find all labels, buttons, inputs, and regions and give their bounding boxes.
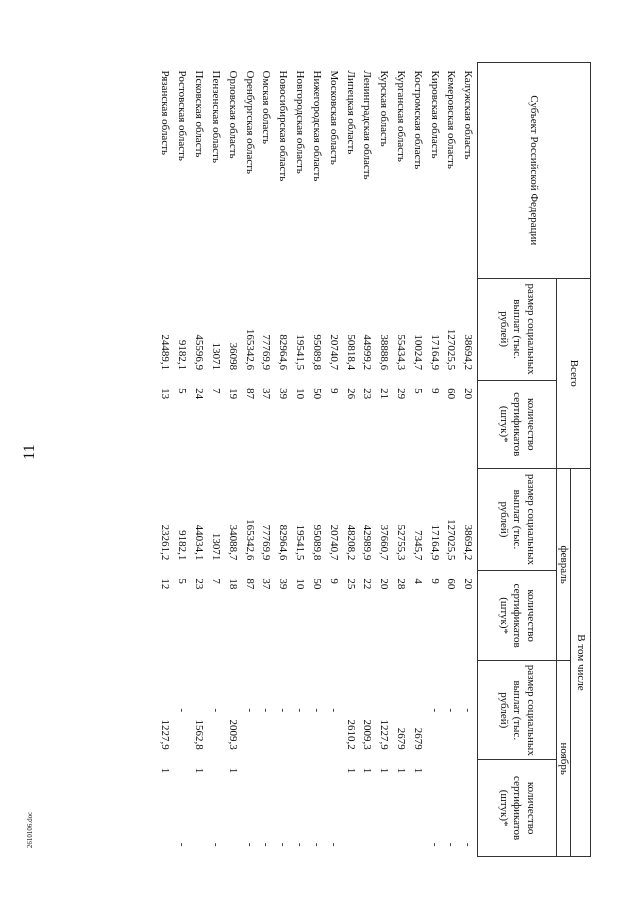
table-row bbox=[208, 63, 225, 857]
header-nov-certificates: количество сертификатов (штук)* bbox=[477, 760, 556, 857]
feb-payments-cell: 52755,3 bbox=[394, 524, 407, 561]
feb-payments-cell: 77769,9 bbox=[260, 524, 273, 561]
total-certificates-cell: 87 bbox=[243, 388, 256, 400]
header-including: В том числе bbox=[571, 468, 591, 856]
total-certificates-cell: 5 bbox=[411, 388, 424, 394]
total-certificates-cell: 19 bbox=[226, 388, 239, 400]
table-row bbox=[275, 63, 292, 857]
feb-certificates-cell: 12 bbox=[159, 578, 172, 590]
feb-certificates-cell: 50 bbox=[310, 578, 323, 590]
feb-payments-cell: 19541,5 bbox=[294, 524, 307, 561]
feb-certificates-cell: 23 bbox=[193, 578, 206, 590]
nov-payments-cell: 2009,3 bbox=[226, 719, 239, 750]
total-certificates-cell: 9 bbox=[428, 388, 441, 394]
region-cell: Новосибирская область bbox=[277, 70, 290, 182]
nov-certificates-cell: 1 bbox=[378, 767, 391, 774]
nov-certificates-cell: 1 bbox=[361, 767, 374, 774]
feb-payments-cell: 9182,1 bbox=[176, 530, 189, 561]
region-cell: Костромская область bbox=[411, 70, 424, 170]
nov-payments-cell: - bbox=[310, 708, 323, 713]
nov-certificates-cell: 1 bbox=[193, 767, 206, 774]
table-row bbox=[393, 63, 410, 857]
nov-certificates-cell: 1 bbox=[411, 767, 424, 774]
feb-certificates-cell: 28 bbox=[394, 578, 407, 590]
feb-payments-cell: 82964,6 bbox=[277, 524, 290, 561]
feb-payments-cell: 165342,6 bbox=[243, 519, 256, 561]
nov-certificates-cell: - bbox=[243, 842, 256, 847]
nov-payments-cell: - bbox=[327, 708, 340, 713]
feb-certificates-cell: 20 bbox=[378, 578, 391, 590]
feb-payments-cell: 23261,2 bbox=[159, 524, 172, 561]
region-cell: Курганская область bbox=[394, 70, 407, 162]
region-cell: Липецкая область bbox=[344, 70, 357, 155]
total-payments-cell: 50818,4 bbox=[344, 334, 357, 371]
region-cell: Псковская область bbox=[193, 70, 206, 158]
total-payments-cell: 13071 bbox=[210, 342, 223, 371]
total-certificates-cell: 20 bbox=[462, 388, 475, 400]
region-cell: Московская область bbox=[327, 70, 340, 165]
region-cell: Рязанская область bbox=[159, 70, 172, 156]
header-total-payments: размер социальных выплат (тыс. рублей) bbox=[477, 278, 556, 380]
table-row bbox=[157, 63, 174, 857]
header-total-certificates: количество сертификатов (штук)* bbox=[477, 380, 556, 468]
header-february: февраль bbox=[556, 468, 570, 660]
feb-payments-cell: 34088,7 bbox=[226, 524, 239, 561]
nov-certificates-cell: - bbox=[294, 842, 307, 847]
total-certificates-cell: 13 bbox=[159, 388, 172, 400]
feb-certificates-cell: 5 bbox=[176, 578, 189, 584]
nov-payments-cell: - bbox=[243, 708, 256, 713]
total-payments-cell: 165342,6 bbox=[243, 328, 256, 371]
feb-certificates-cell: 18 bbox=[226, 578, 239, 590]
nov-payments-cell: 1562,8 bbox=[193, 719, 206, 750]
nov-payments-cell: - bbox=[260, 708, 273, 713]
feb-certificates-cell: 25 bbox=[344, 578, 357, 590]
nov-payments-cell: 1227,9 bbox=[378, 719, 391, 750]
feb-certificates-cell: 87 bbox=[243, 578, 256, 590]
nov-certificates-cell: - bbox=[462, 842, 475, 847]
feb-payments-cell: 95089,8 bbox=[310, 524, 323, 561]
region-cell: Калужская область bbox=[462, 70, 475, 160]
nov-certificates-cell: - bbox=[327, 842, 340, 847]
total-payments-cell: 38694,2 bbox=[462, 334, 475, 371]
table-row bbox=[359, 63, 376, 857]
nov-certificates-cell: 1 bbox=[394, 767, 407, 774]
nov-certificates-cell: 1 bbox=[344, 767, 357, 774]
total-payments-cell: 127025,5 bbox=[445, 328, 458, 371]
total-certificates-cell: 39 bbox=[277, 388, 290, 400]
region-cell: Пензенская область bbox=[210, 70, 223, 163]
table-row bbox=[241, 63, 258, 857]
table-body bbox=[157, 63, 477, 857]
page-number: 11 bbox=[21, 444, 38, 460]
region-cell: Нижегородская область bbox=[310, 70, 323, 182]
feb-certificates-cell: 9 bbox=[428, 578, 441, 584]
nov-payments-cell: 2679 bbox=[394, 727, 407, 750]
feb-payments-cell: 42989,9 bbox=[361, 524, 374, 561]
total-certificates-cell: 26 bbox=[344, 388, 357, 400]
nov-certificates-cell: - bbox=[210, 842, 223, 847]
nov-payments-cell: - bbox=[445, 708, 458, 713]
feb-certificates-cell: 22 bbox=[361, 578, 374, 590]
nov-certificates-cell: - bbox=[277, 842, 290, 847]
total-certificates-cell: 9 bbox=[327, 388, 340, 394]
total-payments-cell: 9182,1 bbox=[176, 339, 189, 371]
feb-payments-cell: 48208,2 bbox=[344, 524, 357, 561]
total-payments-cell: 17164,9 bbox=[428, 334, 441, 371]
feb-payments-cell: 7345,7 bbox=[411, 530, 424, 561]
nov-payments-cell: 1227,9 bbox=[159, 719, 172, 750]
total-certificates-cell: 50 bbox=[310, 388, 323, 400]
nov-payments-cell: - bbox=[462, 708, 475, 713]
region-cell: Новгородская область bbox=[294, 70, 307, 174]
feb-payments-cell: 38694,2 bbox=[462, 524, 475, 561]
region-cell: Кемеровская область bbox=[445, 70, 458, 169]
feb-payments-cell: 127025,5 bbox=[445, 519, 458, 561]
total-certificates-cell: 21 bbox=[378, 388, 391, 400]
table-row bbox=[426, 63, 443, 857]
table-row bbox=[258, 63, 275, 857]
table-row bbox=[443, 63, 460, 857]
nov-certificates-cell: - bbox=[445, 842, 458, 847]
total-payments-cell: 44999,2 bbox=[361, 334, 374, 371]
table-row bbox=[460, 63, 478, 857]
table-row bbox=[191, 63, 208, 857]
region-cell: Орловская область bbox=[226, 70, 239, 159]
feb-payments-cell: 17164,9 bbox=[428, 524, 441, 561]
feb-certificates-cell: 60 bbox=[445, 578, 458, 590]
total-payments-cell: 20740,7 bbox=[327, 334, 340, 371]
total-payments-cell: 24489,1 bbox=[159, 334, 172, 371]
table-row bbox=[409, 63, 426, 857]
total-payments-cell: 36098 bbox=[226, 342, 239, 371]
nov-certificates-cell: 1 bbox=[226, 767, 239, 774]
region-cell: Ростовская область bbox=[176, 70, 189, 161]
table-row bbox=[342, 63, 359, 857]
total-certificates-cell: 24 bbox=[193, 388, 206, 400]
nov-payments-cell: - bbox=[210, 708, 223, 713]
feb-certificates-cell: 10 bbox=[294, 578, 307, 590]
table-row bbox=[224, 63, 241, 857]
region-cell: Оренбургская область bbox=[243, 70, 256, 175]
nov-payments-cell: - bbox=[277, 708, 290, 713]
region-cell: Курская область bbox=[378, 70, 391, 147]
feb-payments-cell: 37660,7 bbox=[378, 524, 391, 561]
header-feb-certificates: количество сертификатов (штук)* bbox=[477, 570, 556, 660]
table-row bbox=[292, 63, 309, 857]
total-payments-cell: 77769,9 bbox=[260, 334, 273, 371]
total-payments-cell: 82964,6 bbox=[277, 334, 290, 371]
nov-payments-cell: 2009,3 bbox=[361, 719, 374, 750]
document-footer: 2610106.doc bbox=[26, 811, 34, 849]
table-row bbox=[325, 63, 342, 857]
region-cell: Кировская область bbox=[428, 70, 441, 159]
region-cell: Омская область bbox=[260, 70, 273, 145]
nov-payments-cell: - bbox=[294, 708, 307, 713]
total-certificates-cell: 29 bbox=[394, 388, 407, 400]
total-certificates-cell: 5 bbox=[176, 388, 189, 394]
nov-payments-cell: 2610,2 bbox=[344, 719, 357, 750]
total-payments-cell: 95089,8 bbox=[310, 334, 323, 371]
table-row bbox=[376, 63, 393, 857]
feb-certificates-cell: 7 bbox=[210, 578, 223, 584]
header-feb-payments: размер социальных выплат (тыс. рублей) bbox=[477, 468, 556, 570]
total-payments-cell: 10024,7 bbox=[411, 334, 424, 371]
region-cell: Ленинградская область bbox=[361, 70, 374, 180]
header-total: Всего bbox=[556, 278, 590, 468]
header-subject: Субъект Российской Федерации bbox=[477, 63, 590, 279]
nov-payments-cell: - bbox=[428, 708, 441, 713]
total-payments-cell: 45596,9 bbox=[193, 334, 206, 371]
feb-payments-cell: 13071 bbox=[210, 532, 223, 561]
feb-certificates-cell: 39 bbox=[277, 578, 290, 590]
total-certificates-cell: 23 bbox=[361, 388, 374, 400]
total-payments-cell: 55434,3 bbox=[394, 334, 407, 371]
nov-certificates-cell: 1 bbox=[159, 767, 172, 774]
feb-payments-cell: 20740,7 bbox=[327, 524, 340, 561]
header-november: ноябрь bbox=[556, 661, 570, 857]
nov-certificates-cell: - bbox=[428, 842, 441, 847]
rotated-page bbox=[157, 62, 591, 857]
nov-certificates-cell: - bbox=[310, 842, 323, 847]
nov-certificates-cell: - bbox=[260, 842, 273, 847]
feb-payments-cell: 44034,1 bbox=[193, 524, 206, 561]
total-certificates-cell: 7 bbox=[210, 388, 223, 394]
certificates-table bbox=[157, 62, 591, 857]
total-certificates-cell: 10 bbox=[294, 388, 307, 400]
table-row bbox=[308, 63, 325, 857]
total-payments-cell: 38888,6 bbox=[378, 334, 391, 371]
feb-certificates-cell: 4 bbox=[411, 578, 424, 584]
nov-certificates-cell: - bbox=[176, 842, 189, 847]
nov-payments-cell: 2679 bbox=[411, 727, 424, 750]
table-row bbox=[174, 63, 191, 857]
header-nov-payments: размер социальных выплат (тыс. рублей) bbox=[477, 661, 556, 760]
nov-payments-cell: - bbox=[176, 708, 189, 713]
total-certificates-cell: 60 bbox=[445, 388, 458, 400]
total-payments-cell: 19541,5 bbox=[294, 334, 307, 371]
feb-certificates-cell: 20 bbox=[462, 578, 475, 590]
total-certificates-cell: 37 bbox=[260, 388, 273, 400]
feb-certificates-cell: 9 bbox=[327, 578, 340, 584]
feb-certificates-cell: 37 bbox=[260, 578, 273, 590]
